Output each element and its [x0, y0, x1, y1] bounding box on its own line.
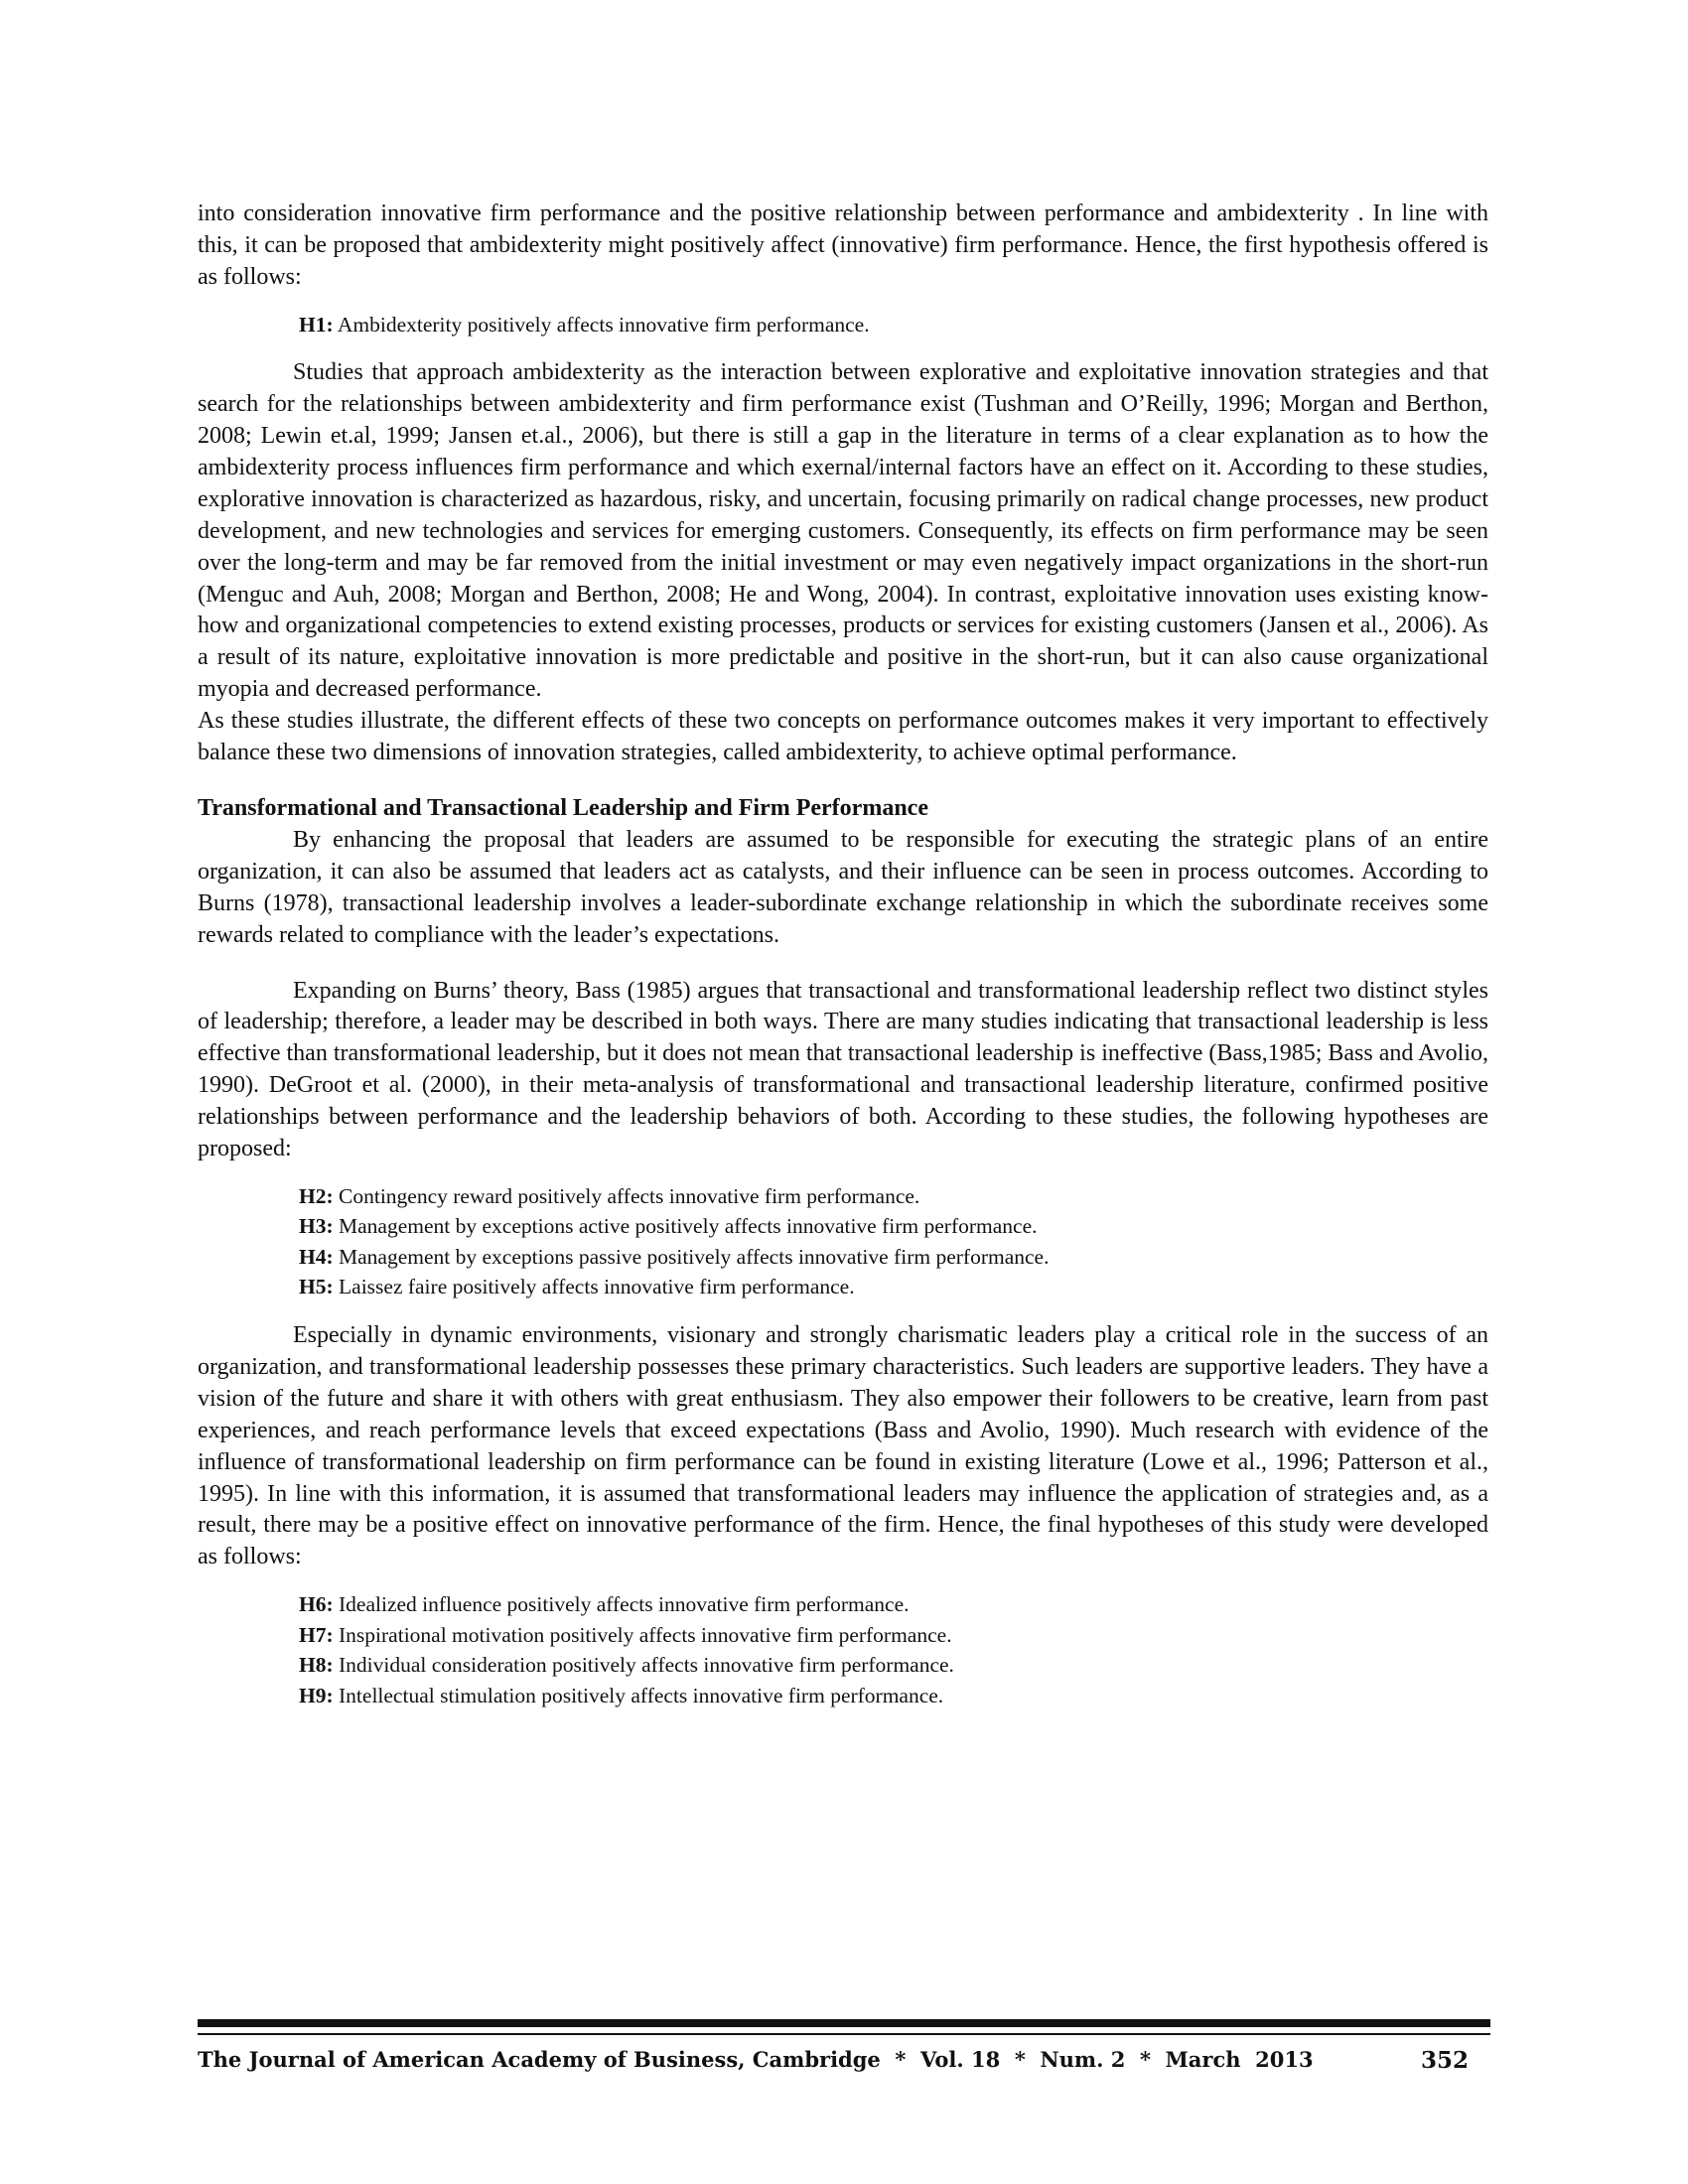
hypothesis-h6 [198, 1589, 1488, 1620]
hypothesis-group-transactional [198, 1181, 1488, 1302]
hypothesis-text: Ambidexterity positively affects innovative firm performance. [337, 312, 870, 337]
hypothesis-label: H7: [299, 1622, 334, 1647]
hypothesis-text: Individual consideration positively affects innovative firm performance. [339, 1653, 954, 1678]
hypothesis-text: Inspirational motivation positively affects innovative firm performance. [339, 1622, 952, 1647]
journal-citation: The Journal of American Academy of Business, Cambridge * Vol. 18 * Num. 2 * March 2013 [198, 2047, 1314, 2072]
hypothesis-label: H5: [299, 1275, 334, 1299]
hypothesis-text: Idealized influence positively affects innovative firm performance. [339, 1592, 910, 1617]
hypothesis-label: H2: [299, 1183, 334, 1208]
footer-rule-thin [198, 2033, 1490, 2035]
hypothesis-h1-block [198, 310, 1488, 341]
hypothesis-h8 [198, 1650, 1488, 1681]
hypothesis-label: H4: [299, 1244, 334, 1269]
hypothesis-label: H9: [299, 1683, 334, 1707]
hypothesis-label: H8: [299, 1653, 334, 1678]
hypothesis-h1 [198, 310, 1488, 341]
paragraph-transformational: Especially in dynamic environments, visionary and strongly charismatic leaders play a critical role in the success of an organization, and transformational leadership possesses these primary characteristics. Such leaders are supportive leaders. They have a vision of the future and share it with others with great enthusiasm. They also empower their followers to be creative, learn from past experiences, and reach performance levels that exceed expectations (Bass and Avolio, 1990). Much research with evidence of the influence of transformational leadership on firm performance can be found in existing literature (Lowe et al., 1996; Patterson et al., 1995). In line with this information, it is assumed that transformational leaders may influence the application of strategies and, as a result, there may be a positive effect on innovative performance of the firm. Hence, the final hypotheses of this study were developed as follows: [198, 1321, 1488, 1570]
hypothesis-label: H3: [299, 1214, 334, 1239]
page-number: 352 [1420, 2047, 1469, 2074]
hypothesis-label: H6: [299, 1592, 334, 1617]
hypothesis-text: Management by exceptions active positively affects innovative firm performance. [339, 1214, 1038, 1239]
hypothesis-text: Management by exceptions passive positively affects innovative firm performance. [339, 1244, 1050, 1269]
hypothesis-group-transformational [198, 1589, 1488, 1710]
paragraph-ambidexterity-studies: Studies that approach ambidexterity as the interaction between explorative and exploitative innovation strategies and that search for the relationships between ambidexterity and firm performance exist (Tushman and O’Reilly, 1996; Morgan and Berthon, 2008; Lewin et.al, 1999; Jansen et.al., 2006), but there is still a gap in the literature in terms of a clear explanation as to how the ambidexterity process influences firm performance and which exernal/internal factors have an effect on it. According to these studies, explorative innovation is characterized as hazardous, risky, and uncertain, focusing primarily on radical change processes, new product development, and new technologies and services for emerging customers. Consequently, its effects on firm performance may be seen over the long-term and may be far removed from the initial investment or may even negatively impact organizations in the short-run (Menguc and Auh, 2008; Morgan and Berthon, 2008; He and Wong, 2004). In contrast, exploitative innovation uses existing know-how and organizational competencies to extend existing processes, products or services for existing customers (Jansen et al., 2006). As a result of its nature, exploitative innovation is more predictable and positive in the short-run, but it can also cause organizational myopia and decreased performance. [198, 359, 1488, 703]
section-heading: Transformational and Transactional Leadership and Firm Performance [198, 795, 928, 821]
hypothesis-label: H1: [299, 312, 334, 337]
hypothesis-h3 [198, 1211, 1488, 1242]
hypothesis-h9 [198, 1681, 1488, 1711]
hypothesis-text: Contingency reward positively affects innovative firm performance. [339, 1183, 920, 1208]
hypothesis-h5 [198, 1272, 1488, 1302]
hypothesis-h2 [198, 1181, 1488, 1212]
footer-rule-thick [198, 2019, 1490, 2027]
paragraph-intro: into consideration innovative firm performance and the positive relationship between performance and ambidexterity . In line with this, it can be proposed that ambidexterity might positively affect (innovative) firm performance. Hence, the first hypothesis offered is as follows: [198, 201, 1488, 290]
hypothesis-h4 [198, 1242, 1488, 1273]
page-body [198, 199, 1488, 1728]
hypothesis-text: Laissez faire positively affects innovative firm performance. [339, 1275, 855, 1299]
paragraph-leadership-intro: By enhancing the proposal that leaders are assumed to be responsible for executing the strategic plans of an entire organization, it can also be assumed that leaders act as catalysts, and their influence can be seen in process outcomes. According to Burns (1978), transactional leadership involves a leader-subordinate exchange relationship in which the subordinate receives some rewards related to compliance with the leader’s expectations. [198, 826, 1488, 948]
paragraph-bass-theory: Expanding on Burns’ theory, Bass (1985) argues that transactional and transformational leadership reflect two distinct styles of leadership; therefore, a leader may be described in both ways. There are many studies indicating that transactional leadership is less effective than transformational leadership, but it does not mean that transactional leadership is ineffective (Bass,1985; Bass and Avolio, 1990). DeGroot et al. (2000), in their meta-analysis of transformational and transactional leadership literature, confirmed positive relationships between performance and the leadership behaviors of both. According to these studies, the following hypotheses are proposed: [198, 977, 1488, 1162]
hypothesis-text: Intellectual stimulation positively affects innovative firm performance. [339, 1683, 944, 1707]
paragraph-balance: As these studies illustrate, the different effects of these two concepts on performance outcomes makes it very important to effectively balance these two dimensions of innovation strategies, called ambidexterity, to achieve optimal performance. [198, 708, 1488, 766]
page-footer [198, 2047, 1490, 2079]
hypothesis-h7 [198, 1620, 1488, 1651]
